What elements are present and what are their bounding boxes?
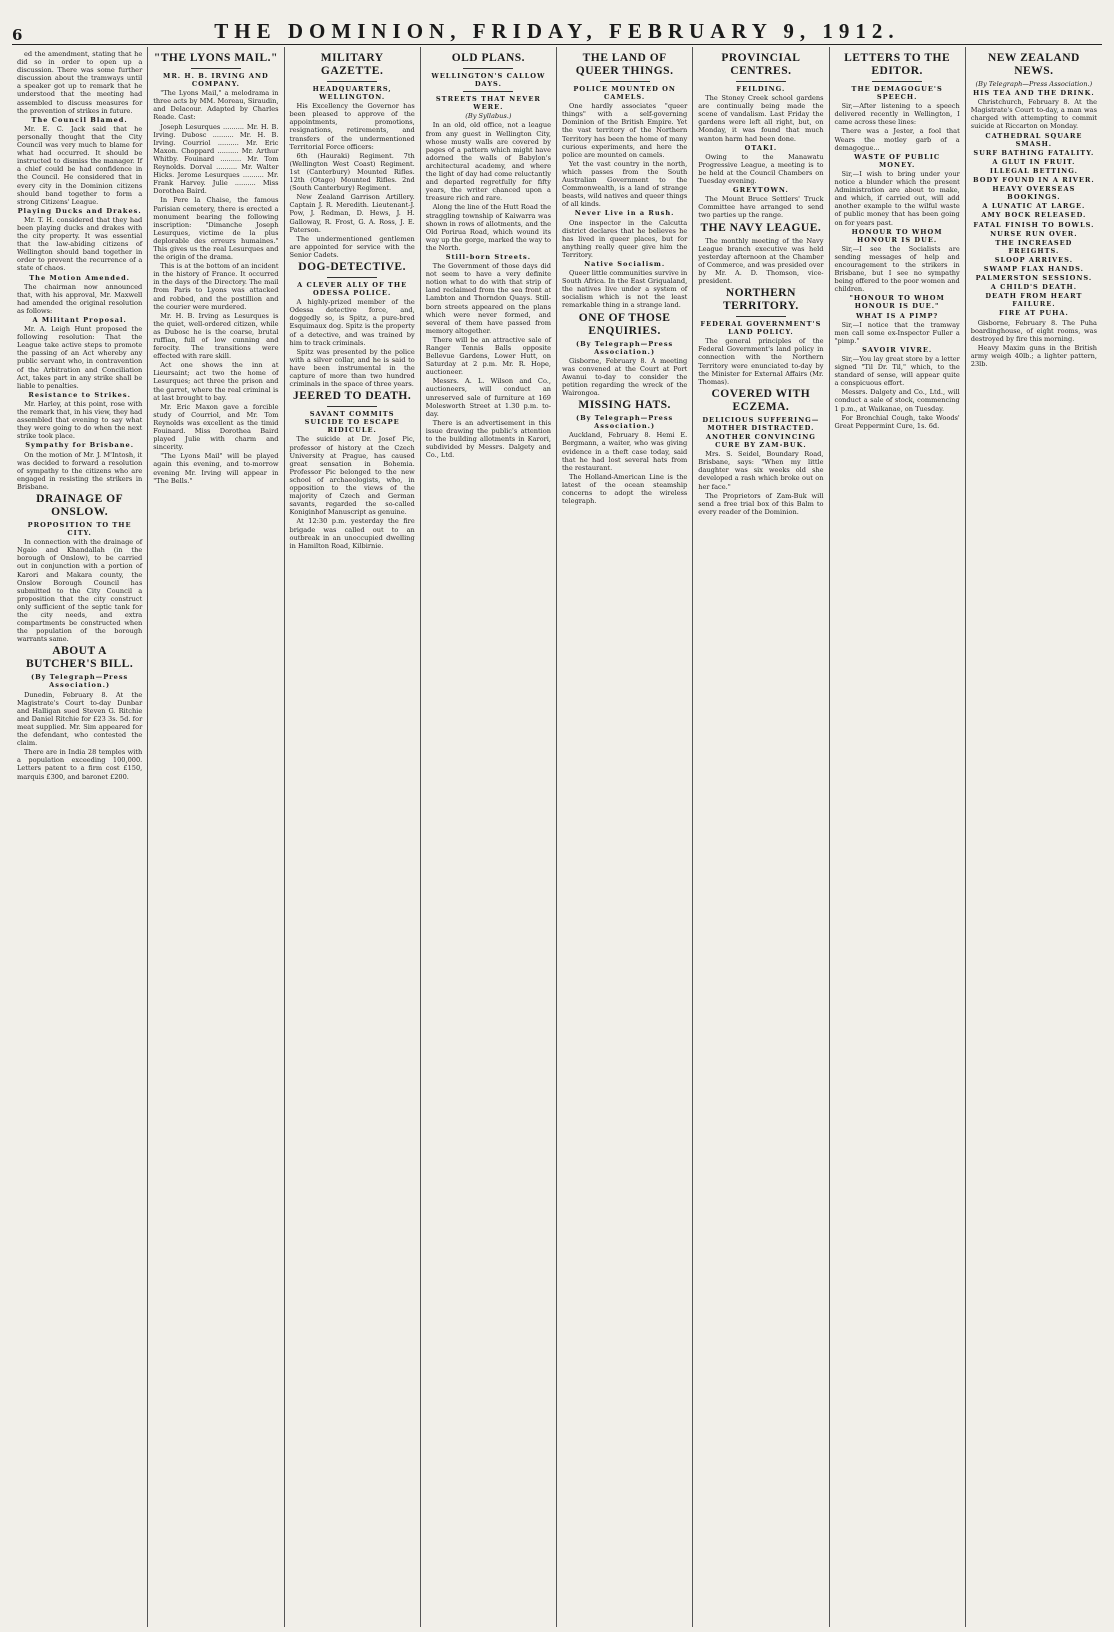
article-paragraph: In Pere la Chaise, the famous Parisian cemetery, there is erected a monument bearing the following inscription: "Dimanche Joseph Lesurques, victime de la plus deplorable des erreurs humaines." This gives us the real Lesurques and the origin of the drama. (153, 196, 279, 262)
article-paragraph: Mr. T. H. considered that they had been playing ducks and drakes with the city property. It was essential that the law-abiding citizens of Wellington should band together in order to prevent the recurrence of a state of chaos. (17, 215, 143, 273)
article-subheading: The Motion Amended. (29, 273, 130, 282)
article-paragraph: Sir,—I notice that the tramway men call some ex-Inspector Fuller a "pimp." (834, 320, 960, 345)
article-paragraph: The chairman now announced that, with his approval, Mr. Maxwell had amended the original resolution as follows: (17, 282, 143, 315)
divider (736, 81, 786, 82)
article-subheading: FATAL FINISH TO BOWLS. (973, 220, 1095, 229)
divider (872, 81, 922, 82)
article-paragraph: Spitz was presented by the police with a silver collar, and he is said to have been instrumental in the capture of more than two hundred criminals in the space of three years. (289, 347, 415, 389)
article-paragraph: The Mount Bruce Settlers' Truck Committee have arranged to send two parties up the range. (698, 195, 824, 220)
column-4 (421, 47, 557, 1627)
article-subheading: SAVANT COMMITS SUICIDE TO ESCAPE RIDICULE. (304, 410, 400, 435)
article-paragraph: In connection with the drainage of Ngaio and Khandallah (in the borough of Onslow), to be carried out in conjunction with a portion of Karori and Makara county, the Onslow Borough Council has submitted to the City Council a proposition that the city construct only sufficient of the septic tank for the city needs, and extra compartments be constructed when the population of the borough warrants same. (17, 538, 143, 644)
article-subheading: NURSE RUN OVER. (990, 229, 1078, 238)
article-subheading: HONOUR TO WHOM HONOUR IS DUE. (851, 227, 943, 244)
article-subheading: FEDERAL GOVERNMENT'S LAND POLICY. (700, 320, 822, 337)
article-paragraph: At 12:30 p.m. yesterday the fire brigade was called out to an outbreak in an unoccupied dwelling in Hamilton Road, Kilbirnie. (289, 517, 415, 550)
article-paragraph: The general principles of the Federal Government's land policy in connection with the Northern Territory were enunciated to-day by the Minister for External Affairs (Mr. Thomas). (698, 337, 824, 386)
article-paragraph: Yet the vast country in the north, which passes from the South Australian Government to the Commonwealth, is a land of strange beasts, wild natives and queer things of all kinds. (562, 159, 688, 209)
divider (736, 316, 786, 317)
masthead (12, 10, 1102, 45)
article-subheading: HIS TEA AND THE DRINK. (973, 89, 1095, 98)
column-1 (12, 47, 148, 1627)
article-subheading: AMY BOCK RELEASED. (981, 211, 1087, 220)
article-headline: COVERED WITH ECZEMA. (711, 387, 811, 413)
article-headline: OLD PLANS. (451, 52, 526, 64)
article-paragraph: A highly-prized member of the Odessa detective force, and, doggedly so, is Spitz, a pure-bred Esquimaux dog. Spitz is the property of a detective, and was trained by him to track criminals. (289, 298, 415, 347)
article-subheading: FIRE AT PUHA. (998, 309, 1069, 318)
article-subheading: CATHEDRAL SQUARE SMASH. (985, 131, 1083, 148)
article-paragraph: The Holland-American Line is the latest of the ocean steamship concerns to adopt the wireless telegraph. (562, 472, 688, 506)
article-subheading: PROPOSITION TO THE CITY. (27, 520, 132, 538)
article-paragraph: Mr. Harley, at this point, rose with the remark that, in his view, they had assembled that evening to say what they were going to do when the next strike took place. (17, 399, 143, 441)
article-subheading: SAVOIR VIVRE. (862, 345, 933, 354)
divider (327, 81, 377, 82)
article-paragraph: Gisborne, February 8. A meeting was convened at the Court at Port Awanui to-day to consider the petition regarding the wreck of the Wairongoa. (562, 356, 688, 398)
article-subheading: HEADQUARTERS, WELLINGTON. (312, 85, 392, 102)
article-subheading: Native Socialism. (584, 259, 666, 268)
article-subheading: "HONOUR TO WHOM HONOUR IS DUE." (849, 294, 945, 311)
article-paragraph: His Excellency the Governor has been pleased to approve of the appointments, promotions, resignations, retirements, and transfers of the undermentioned Territorial Force officers: (289, 102, 415, 151)
article-subheading: The Council Blamed. (31, 115, 128, 124)
article-subheading: Still-born Streets. (445, 252, 532, 261)
article-paragraph: The suicide at Dr. Josef Pic, professor of history at the Czech University at Prague, has caused great sensation in Bohemia. Professor Pic belonged to the new school of archaeologists, who, in opposition to the views of the majority of Czech and German savants, regarded the so-called Koniginhof Manuscript as genuine. (289, 435, 415, 517)
article-subheading: HEAVY OVERSEAS BOOKINGS. (992, 185, 1076, 202)
article-paragraph: Christchurch, February 8. At the Magistrate's Court to-day, a man was charged with attempting to commit suicide at Riccarton on Monday. (970, 98, 1097, 131)
article-subheading: ILLEGAL BETTING. (989, 166, 1078, 175)
article-subheading: PALMERSTON SESSIONS. (975, 274, 1093, 283)
article-paragraph: Messrs. A. L. Wilson and Co., auctioneers, will conduct an unreserved sale of furniture at 169 Molesworth Street at 1.30 p.m. to-day. (425, 377, 551, 418)
article-paragraph: On the motion of Mr. J. M'Intosh, it was decided to forward a resolution of sympathy to the citizens who are engaged in resisting the strikers in Brisbane. (17, 450, 143, 491)
article-subheading: GREYTOWN. (732, 186, 789, 195)
article-subheading: SURF BATHING FATALITY. (973, 148, 1095, 157)
article-paragraph: The undermentioned gentlemen are appointed for service with the Senior Cadets. (289, 234, 415, 259)
article-paragraph: Auckland, February 8. Hemi E. Bergmann, a waiter, who was giving evidence in a theft case today, said that he had lost several hats from the restaurant. (562, 431, 688, 472)
article-headline: MILITARY GAZETTE. (320, 52, 384, 77)
article-paragraph: One hardly associates "queer things" with a self-governing Dominion of the British Empire. Yet the vast territory of the Northern Territory has been the home of many curious experiments, and here the police are mounted on camels. (562, 102, 688, 159)
divider (600, 81, 650, 82)
article-subheading: (By Telegraph—Press Association.) (30, 673, 129, 690)
article-subheading: THE DEMAGOGUE'S SPEECH. (851, 85, 943, 102)
article-byline: (By Syllabus.) (465, 112, 512, 121)
article-headline: DRAINAGE OF ONSLOW. (36, 492, 124, 518)
article-headline: PROVINCIAL CENTRES. (721, 52, 801, 77)
article-subheading: SWAMP FLAX HANDS. (983, 264, 1084, 273)
article-headline: MISSING HATS. (578, 399, 671, 412)
divider (463, 68, 513, 69)
article-paragraph: Mr. H. B. Irving as Lesurques is the quiet, well-ordered citizen, while as Dubosc he is the coarse, brutal ruffian, full of low cunning and ferocity. The transitions were effected with rare skill. (153, 311, 279, 361)
column-8 (966, 47, 1102, 1627)
column-5 (557, 47, 693, 1627)
article-headline: ABOUT A BUTCHER'S BILL. (26, 645, 134, 671)
article-paragraph: Gisborne, February 8. The Puha boardinghouse, of eight rooms, was destroyed by fire this morning. (970, 318, 1097, 343)
article-subheading: (By Telegraph—Press Association.) (575, 414, 674, 431)
article-subheading: Sympathy for Brisbane. (25, 441, 135, 450)
article-headline: NORTHERN TERRITORY. (722, 287, 799, 313)
column-2 (148, 47, 284, 1627)
article-byline: (By Telegraph—Press Association.) (975, 80, 1093, 88)
article-paragraph: Act one shows the inn at Lieursaint; act two the home of Lesurques; act three the prison and the garret, where the real criminal is at last brought to bay. (153, 361, 279, 402)
article-paragraph: Mr. A. Leigh Hunt proposed the following resolution: That the League take active steps to promote the passing of an Act whereby any public servant who, in contravention of the Arbitration and Conciliation Act, takes part in any strike shall be liable to penalties. (17, 325, 143, 390)
article-subheading: A CLEVER ALLY OF THE ODESSA POLICE. (297, 280, 408, 298)
article-headline: "THE LYONS MAIL." (153, 52, 278, 64)
article-subheading: ANOTHER CONVINCING CURE BY ZAM-BUK. (705, 433, 816, 450)
article-subheading: (By Telegraph—Press Association.) (575, 339, 674, 356)
article-paragraph: In an old, old office, not a league from any guest in Wellington City, whose musty walls are covered by pages of a pattern which might have adorned the walls of Babylon's architectural academy, and where the light of day had come reluctantly and departed regretfully for fifty years, the writer chanced upon a treasure rich and rare. (425, 121, 551, 203)
article-subheading: A CHILD'S DEATH. (990, 283, 1078, 292)
article-subheading: DELICIOUS SUFFERING—MOTHER DISTRACTED. (702, 415, 820, 432)
article-subheading: THE INCREASED FREIGHTS. (995, 238, 1073, 255)
article-subheading: Never Live in a Rush. (574, 209, 675, 218)
article-paragraph: The Stoney Creek school gardens are continually being made the scene of vandalism. Last Friday the gardens were left all right, but, on Monday, it was found that much wanton harm had been done. (698, 94, 824, 143)
article-subheading: A GLUT IN FRUIT. (992, 157, 1076, 166)
article-subheading: FEILDING. (736, 85, 786, 93)
article-paragraph: This is at the bottom of an incident in the history of France. It occurred in the days of the Directory. The mail from Paris to Lyons was attacked and robbed, and the postillion and the courier were murdered. (153, 262, 279, 311)
article-paragraph: The monthly meeting of the Navy League branch executive was held yesterday afternoon at the Chamber of Commerce, and was presided over by Mr. A. D. Thomson, vice-president. (698, 236, 824, 285)
article-paragraph: Sir,—You lay great store by a letter signed "Til Dr. Til," which, to the standard of sense, will appear quite a conspicuous effort. (834, 355, 960, 388)
article-subheading: DEATH FROM HEART FAILURE. (985, 292, 1083, 309)
article-paragraph: Dunedin, February 8. At the Magistrate's Court to-day Dunbar and Halligan sued Steven G. Ritchie and Daniel Ritchie for £23 3s. 5d. for meat supplied. Mr. Sim appeared for the defendant, who contested the claim. (17, 690, 143, 748)
article-paragraph: "The Lyons Mail" will be played again this evening, and to-morrow evening Mr. Irving will appear in "The Bells." (153, 452, 279, 485)
article-subheading: SLOOP ARRIVES. (994, 255, 1073, 264)
article-paragraph: There was a Jester, a fool that Wears the motley garb of a demagogue... (834, 127, 960, 152)
divider (191, 68, 241, 69)
article-subheading: Resistance to Strikes. (28, 390, 131, 399)
article-headline: THE LAND OF QUEER THINGS. (575, 52, 674, 77)
article-headline: DOG-DETECTIVE. (298, 260, 406, 273)
article-paragraph: Mrs. S. Seidel, Boundary Road, Brisbane, says: "When my little daughter was six weeks old she developed a rash which broke out on her face." (698, 450, 824, 491)
column-3 (285, 47, 421, 1627)
columns (12, 47, 1102, 1627)
newspaper-title: THE DOMINION, FRIDAY, FEBRUARY 9, 1912. (214, 19, 900, 43)
article-subheading: MR. H. B. IRVING AND COMPANY. (163, 72, 269, 89)
article-paragraph: Mr. E. C. Jack said that he personally thought that the City Council was very much to blame for what had occurred. It should be instructed to dismiss the manager. If a chief could be had confidence in the Council. He considered that in every city in the Dominion citizens should band together to form a strong Citizens' League. (17, 124, 143, 206)
article-headline: JEERED TO DEATH. (293, 390, 412, 403)
article-paragraph: Messrs. Dalgety and Co., Ltd., will conduct a sale of stock, commencing 1 p.m., at Waikanae, on Tuesday. (834, 388, 960, 413)
article-headline: ONE OF THOSE ENQUIRIES. (578, 311, 671, 337)
article-subheading: A LUNATIC AT LARGE. (982, 202, 1086, 211)
article-paragraph: Joseph Lesurques .......... Mr. H. B. Irving. Dubosc .......... Mr. H. B. Irving. Courriol .......... Mr. Eric Maxon. Choppard .......... Mr. Arthur Whitby. Fouinard .......... Mr. Tom Reynolds. Dorval .......... Mr. Walter Hicks. Jerome Lesurques .......... Mr. Frank Harvey. Julie .......... Miss Dorothea Baird. (153, 122, 279, 196)
page-number: 6 (12, 26, 23, 44)
article-paragraph: Owing to the Manawatu Progressive League, a meeting is to be held at the Council Chambers on Tuesday evening. (698, 152, 824, 186)
article-subheading: WHAT IS A PIMP? (855, 311, 939, 320)
divider (463, 91, 513, 92)
article-paragraph: 6th (Hauraki) Regiment. 7th (Wellington West Coast) Regiment. 1st (Canterbury) Mounted Rifles. 12th (Otago) Mounted Rifles. 2nd (South Canterbury) Regiment. (289, 151, 415, 193)
article-subheading: A Militant Proposal. (32, 316, 127, 324)
article-paragraph: For Bronchial Cough, take Woods' Great Peppermint Cure, 1s. 6d. (834, 413, 960, 430)
article-paragraph: There will be an attractive sale of Ranger Tennis Balls opposite Bellevue Gardens, Lower Hutt, on Saturday at 2 p.m. Mr. R. Hope, auctioneer. (425, 335, 551, 377)
article-paragraph: ed the amendment, stating that he did so in order to open up a discussion. There was some further discussion about the tramways until a speaker got up to remark that he understood that the meeting had assembled to discuss measures for the prevention of strikes in future. (17, 50, 143, 115)
article-paragraph: "The Lyons Mail," a melodrama in three acts by MM. Moreau, Siraudin, and Delacour. Adapted by Charles Reade. Cast: (153, 89, 279, 122)
article-headline: NEW ZEALAND NEWS. (987, 52, 1080, 77)
article-paragraph: The Proprietors of Zam-Buk will send a free trial box of this Balm to every reader of the Dominion. (698, 491, 824, 516)
article-paragraph: Sir,—After listening to a speech delivered recently in Wellington, I came across these lines: (834, 102, 960, 127)
article-headline: LETTERS TO THE EDITOR. (844, 52, 951, 77)
column-6 (693, 47, 829, 1627)
article-subheading: STREETS THAT NEVER WERE. (435, 95, 541, 112)
article-paragraph: Heavy Maxim guns in the British army weigh 40lb.; a lighter pattern, 23lb. (970, 343, 1097, 368)
article-paragraph: There are in India 28 temples with a population exceeding 100,000. Letters patent to a firm cost £150, marquis £300, and baronet £200. (17, 748, 143, 781)
article-paragraph: The Government of those days did not seem to have a very definite notion what to do with that strip of land reclaimed from the sea front at Lambton and Thorndon Quays. Still-born streets appeared on the plans which were never formed, and several of them have passed from memory altogether. (425, 262, 551, 335)
article-subheading: POLICE MOUNTED ON CAMELS. (573, 85, 676, 102)
article-paragraph: Queer little communities survive in South Africa. In the East Griqualand, the natives live under a system of socialism which is not the least remarkable thing in a strange land. (562, 269, 688, 310)
article-paragraph: New Zealand Garrison Artillery. Captain J. R. Meredith. Lieutenant-J. Pow, J. Redman, D. Hews, J. H. Galloway, R. Frost, G. A. Ross, J. E. Paterson. (289, 193, 415, 234)
article-paragraph: Mr. Eric Maxon gave a forcible study of Courriol, and Mr. Tom Reynolds was excellent as the timid Fouinard. Miss Dorothea Baird played Julie with charm and sincerity. (153, 402, 279, 452)
article-subheading: Playing Ducks and Drakes. (17, 206, 142, 215)
article-paragraph: Along the line of the Hutt Road the straggling township of Kaiwarra was shown in rows of allotments, and the Old Porirua Road, which wound its way up the gorge, marked the way to the North. (425, 203, 551, 252)
column-7 (830, 47, 966, 1627)
article-subheading: BODY FOUND IN A RIVER. (973, 176, 1095, 185)
article-subheading: OTAKI. (744, 143, 778, 152)
divider (327, 277, 377, 278)
article-paragraph: There is an advertisement in this issue drawing the public's attention to the building allotments in Karori, subdivided by Messrs. Dalgety and Co., Ltd. (425, 418, 551, 460)
article-subheading: WELLINGTON'S CALLOW DAYS. (431, 72, 546, 89)
article-paragraph: Sir,—I wish to bring under your notice a blunder which the present Administration are about to make, and which, if carried out, will add another example to the wilful waste of public money that has been going on for years past. (834, 169, 960, 227)
article-subheading: WASTE OF PUBLIC MONEY. (854, 152, 941, 169)
article-paragraph: Sir,—I see the Socialists are sending messages of help and encouragement to the strikers in Brisbane, but I see no sympathy being offered to the poor women and children. (834, 244, 960, 294)
article-headline: THE NAVY LEAGUE. (700, 221, 822, 234)
article-paragraph: One inspector in the Calcutta district declares that he believes he has lived in queer places, but for anything really queer give him the Territory. (562, 218, 688, 259)
divider (327, 406, 377, 407)
